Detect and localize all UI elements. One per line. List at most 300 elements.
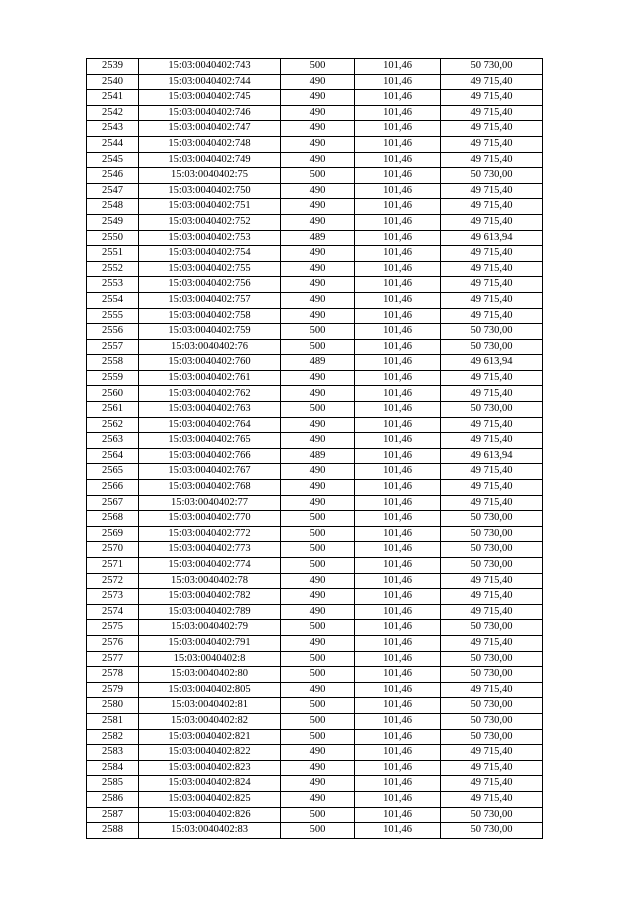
table-row [87, 635, 543, 651]
cadastral-number-cell: 15:03:0040402:76 [139, 339, 281, 355]
area-cell: 490 [281, 589, 355, 605]
unit-value-cell: 101,46 [355, 152, 441, 168]
unit-value-cell: 101,46 [355, 604, 441, 620]
table-row [87, 667, 543, 683]
row-number-cell: 2566 [87, 480, 139, 496]
area-cell: 500 [281, 339, 355, 355]
cadastral-number-cell: 15:03:0040402:749 [139, 152, 281, 168]
table-row [87, 760, 543, 776]
area-cell: 490 [281, 199, 355, 215]
unit-value-cell: 101,46 [355, 682, 441, 698]
table-row [87, 261, 543, 277]
cadastral-number-cell: 15:03:0040402:762 [139, 386, 281, 402]
table-row [87, 339, 543, 355]
unit-value-cell: 101,46 [355, 402, 441, 418]
area-cell: 500 [281, 698, 355, 714]
total-value-cell: 50 730,00 [441, 667, 543, 683]
area-cell: 500 [281, 168, 355, 184]
cadastral-number-cell: 15:03:0040402:825 [139, 791, 281, 807]
total-value-cell: 49 613,94 [441, 355, 543, 371]
table-row [87, 745, 543, 761]
table-row [87, 370, 543, 386]
row-number-cell: 2564 [87, 448, 139, 464]
row-number-cell: 2581 [87, 713, 139, 729]
table-row [87, 292, 543, 308]
area-cell: 500 [281, 558, 355, 574]
row-number-cell: 2584 [87, 760, 139, 776]
table-row [87, 183, 543, 199]
cadastral-number-cell: 15:03:0040402:824 [139, 776, 281, 792]
table-row [87, 168, 543, 184]
row-number-cell: 2548 [87, 199, 139, 215]
cadastral-number-cell: 15:03:0040402:791 [139, 635, 281, 651]
unit-value-cell: 101,46 [355, 183, 441, 199]
cadastral-number-cell: 15:03:0040402:759 [139, 324, 281, 340]
total-value-cell: 49 715,40 [441, 152, 543, 168]
total-value-cell: 49 715,40 [441, 589, 543, 605]
row-number-cell: 2549 [87, 214, 139, 230]
unit-value-cell: 101,46 [355, 199, 441, 215]
total-value-cell: 49 715,40 [441, 370, 543, 386]
cadastral-number-cell: 15:03:0040402:772 [139, 526, 281, 542]
row-number-cell: 2547 [87, 183, 139, 199]
cadastral-number-cell: 15:03:0040402:748 [139, 136, 281, 152]
unit-value-cell: 101,46 [355, 729, 441, 745]
table-row [87, 542, 543, 558]
area-cell: 490 [281, 292, 355, 308]
total-value-cell: 49 715,40 [441, 573, 543, 589]
row-number-cell: 2561 [87, 402, 139, 418]
table-row [87, 355, 543, 371]
table-row [87, 121, 543, 137]
cadastral-number-cell: 15:03:0040402:82 [139, 713, 281, 729]
total-value-cell: 49 715,40 [441, 480, 543, 496]
row-number-cell: 2578 [87, 667, 139, 683]
unit-value-cell: 101,46 [355, 74, 441, 90]
cadastral-number-cell: 15:03:0040402:822 [139, 745, 281, 761]
cadastral-number-cell: 15:03:0040402:757 [139, 292, 281, 308]
row-number-cell: 2562 [87, 417, 139, 433]
row-number-cell: 2545 [87, 152, 139, 168]
row-number-cell: 2588 [87, 823, 139, 839]
total-value-cell: 50 730,00 [441, 620, 543, 636]
area-cell: 490 [281, 121, 355, 137]
table-row [87, 464, 543, 480]
table-row [87, 807, 543, 823]
unit-value-cell: 101,46 [355, 308, 441, 324]
table-row [87, 152, 543, 168]
unit-value-cell: 101,46 [355, 464, 441, 480]
table-row [87, 74, 543, 90]
row-number-cell: 2552 [87, 261, 139, 277]
row-number-cell: 2580 [87, 698, 139, 714]
area-cell: 489 [281, 448, 355, 464]
unit-value-cell: 101,46 [355, 823, 441, 839]
area-cell: 490 [281, 214, 355, 230]
total-value-cell: 49 715,40 [441, 635, 543, 651]
row-number-cell: 2569 [87, 526, 139, 542]
area-cell: 489 [281, 355, 355, 371]
unit-value-cell: 101,46 [355, 589, 441, 605]
total-value-cell: 50 730,00 [441, 59, 543, 75]
unit-value-cell: 101,46 [355, 324, 441, 340]
area-cell: 490 [281, 682, 355, 698]
table-row [87, 776, 543, 792]
area-cell: 490 [281, 480, 355, 496]
row-number-cell: 2567 [87, 495, 139, 511]
row-number-cell: 2572 [87, 573, 139, 589]
row-number-cell: 2574 [87, 604, 139, 620]
area-cell: 490 [281, 136, 355, 152]
total-value-cell: 50 730,00 [441, 542, 543, 558]
total-value-cell: 50 730,00 [441, 511, 543, 527]
total-value-cell: 49 715,40 [441, 277, 543, 293]
table-row [87, 791, 543, 807]
total-value-cell: 49 715,40 [441, 682, 543, 698]
total-value-cell: 49 715,40 [441, 214, 543, 230]
area-cell: 490 [281, 261, 355, 277]
unit-value-cell: 101,46 [355, 791, 441, 807]
table-row [87, 495, 543, 511]
table-row [87, 59, 543, 75]
area-cell: 490 [281, 635, 355, 651]
cadastral-number-cell: 15:03:0040402:744 [139, 74, 281, 90]
unit-value-cell: 101,46 [355, 495, 441, 511]
unit-value-cell: 101,46 [355, 355, 441, 371]
total-value-cell: 49 715,40 [441, 136, 543, 152]
unit-value-cell: 101,46 [355, 121, 441, 137]
unit-value-cell: 101,46 [355, 168, 441, 184]
total-value-cell: 50 730,00 [441, 713, 543, 729]
table-row [87, 417, 543, 433]
total-value-cell: 50 730,00 [441, 807, 543, 823]
row-number-cell: 2586 [87, 791, 139, 807]
area-cell: 500 [281, 59, 355, 75]
unit-value-cell: 101,46 [355, 136, 441, 152]
table-row [87, 713, 543, 729]
area-cell: 500 [281, 667, 355, 683]
row-number-cell: 2544 [87, 136, 139, 152]
table-row [87, 589, 543, 605]
cadastral-number-cell: 15:03:0040402:758 [139, 308, 281, 324]
row-number-cell: 2558 [87, 355, 139, 371]
total-value-cell: 49 715,40 [441, 760, 543, 776]
table-row [87, 558, 543, 574]
total-value-cell: 49 715,40 [441, 464, 543, 480]
total-value-cell: 49 715,40 [441, 292, 543, 308]
area-cell: 500 [281, 511, 355, 527]
cadastral-number-cell: 15:03:0040402:755 [139, 261, 281, 277]
area-cell: 490 [281, 386, 355, 402]
area-cell: 490 [281, 90, 355, 106]
unit-value-cell: 101,46 [355, 511, 441, 527]
total-value-cell: 49 715,40 [441, 183, 543, 199]
table-row [87, 136, 543, 152]
table-row [87, 199, 543, 215]
total-value-cell: 49 715,40 [441, 386, 543, 402]
unit-value-cell: 101,46 [355, 480, 441, 496]
table-body [87, 59, 543, 839]
area-cell: 489 [281, 230, 355, 246]
row-number-cell: 2583 [87, 745, 139, 761]
area-cell: 490 [281, 464, 355, 480]
row-number-cell: 2543 [87, 121, 139, 137]
unit-value-cell: 101,46 [355, 651, 441, 667]
cadastral-number-cell: 15:03:0040402:79 [139, 620, 281, 636]
table-row [87, 230, 543, 246]
unit-value-cell: 101,46 [355, 698, 441, 714]
cadastral-number-cell: 15:03:0040402:77 [139, 495, 281, 511]
row-number-cell: 2559 [87, 370, 139, 386]
cadastral-number-cell: 15:03:0040402:78 [139, 573, 281, 589]
row-number-cell: 2557 [87, 339, 139, 355]
row-number-cell: 2579 [87, 682, 139, 698]
table-row [87, 448, 543, 464]
area-cell: 500 [281, 542, 355, 558]
area-cell: 490 [281, 152, 355, 168]
table-row [87, 604, 543, 620]
row-number-cell: 2539 [87, 59, 139, 75]
area-cell: 490 [281, 573, 355, 589]
cadastral-number-cell: 15:03:0040402:766 [139, 448, 281, 464]
area-cell: 490 [281, 745, 355, 761]
total-value-cell: 49 613,94 [441, 448, 543, 464]
cadastral-number-cell: 15:03:0040402:83 [139, 823, 281, 839]
cadastral-number-cell: 15:03:0040402:750 [139, 183, 281, 199]
table-row [87, 246, 543, 262]
total-value-cell: 49 715,40 [441, 105, 543, 121]
unit-value-cell: 101,46 [355, 713, 441, 729]
row-number-cell: 2570 [87, 542, 139, 558]
area-cell: 500 [281, 526, 355, 542]
row-number-cell: 2576 [87, 635, 139, 651]
table-row [87, 433, 543, 449]
total-value-cell: 49 715,40 [441, 776, 543, 792]
area-cell: 500 [281, 651, 355, 667]
table-row [87, 324, 543, 340]
table-row [87, 308, 543, 324]
area-cell: 490 [281, 74, 355, 90]
total-value-cell: 50 730,00 [441, 558, 543, 574]
area-cell: 490 [281, 495, 355, 511]
unit-value-cell: 101,46 [355, 386, 441, 402]
table-row [87, 526, 543, 542]
total-value-cell: 49 715,40 [441, 74, 543, 90]
cadastral-number-cell: 15:03:0040402:773 [139, 542, 281, 558]
row-number-cell: 2551 [87, 246, 139, 262]
table-row [87, 480, 543, 496]
cadastral-number-cell: 15:03:0040402:764 [139, 417, 281, 433]
unit-value-cell: 101,46 [355, 620, 441, 636]
row-number-cell: 2587 [87, 807, 139, 823]
table-row [87, 386, 543, 402]
table-row [87, 620, 543, 636]
unit-value-cell: 101,46 [355, 745, 441, 761]
area-cell: 500 [281, 823, 355, 839]
cadastral-number-cell: 15:03:0040402:743 [139, 59, 281, 75]
total-value-cell: 49 715,40 [441, 604, 543, 620]
area-cell: 500 [281, 807, 355, 823]
row-number-cell: 2565 [87, 464, 139, 480]
table-row [87, 402, 543, 418]
row-number-cell: 2568 [87, 511, 139, 527]
row-number-cell: 2582 [87, 729, 139, 745]
table-row [87, 823, 543, 839]
total-value-cell: 49 715,40 [441, 417, 543, 433]
area-cell: 500 [281, 324, 355, 340]
unit-value-cell: 101,46 [355, 526, 441, 542]
unit-value-cell: 101,46 [355, 635, 441, 651]
unit-value-cell: 101,46 [355, 339, 441, 355]
row-number-cell: 2573 [87, 589, 139, 605]
table-row [87, 277, 543, 293]
row-number-cell: 2542 [87, 105, 139, 121]
unit-value-cell: 101,46 [355, 370, 441, 386]
area-cell: 490 [281, 791, 355, 807]
cadastral-number-cell: 15:03:0040402:821 [139, 729, 281, 745]
unit-value-cell: 101,46 [355, 261, 441, 277]
unit-value-cell: 101,46 [355, 90, 441, 106]
cadastral-number-cell: 15:03:0040402:760 [139, 355, 281, 371]
total-value-cell: 50 730,00 [441, 339, 543, 355]
cadastral-number-cell: 15:03:0040402:80 [139, 667, 281, 683]
unit-value-cell: 101,46 [355, 214, 441, 230]
total-value-cell: 50 730,00 [441, 729, 543, 745]
cadastral-number-cell: 15:03:0040402:745 [139, 90, 281, 106]
unit-value-cell: 101,46 [355, 667, 441, 683]
area-cell: 490 [281, 277, 355, 293]
unit-value-cell: 101,46 [355, 573, 441, 589]
total-value-cell: 49 715,40 [441, 308, 543, 324]
cadastral-number-cell: 15:03:0040402:768 [139, 480, 281, 496]
row-number-cell: 2577 [87, 651, 139, 667]
row-number-cell: 2541 [87, 90, 139, 106]
area-cell: 490 [281, 183, 355, 199]
table-row [87, 105, 543, 121]
cadastral-number-cell: 15:03:0040402:746 [139, 105, 281, 121]
unit-value-cell: 101,46 [355, 230, 441, 246]
cadastral-number-cell: 15:03:0040402:805 [139, 682, 281, 698]
total-value-cell: 50 730,00 [441, 168, 543, 184]
cadastral-number-cell: 15:03:0040402:751 [139, 199, 281, 215]
unit-value-cell: 101,46 [355, 760, 441, 776]
row-number-cell: 2555 [87, 308, 139, 324]
total-value-cell: 49 715,40 [441, 261, 543, 277]
cadastral-number-cell: 15:03:0040402:823 [139, 760, 281, 776]
total-value-cell: 49 715,40 [441, 199, 543, 215]
cadastral-number-cell: 15:03:0040402:75 [139, 168, 281, 184]
unit-value-cell: 101,46 [355, 433, 441, 449]
cadastral-number-cell: 15:03:0040402:752 [139, 214, 281, 230]
unit-value-cell: 101,46 [355, 542, 441, 558]
total-value-cell: 49 613,94 [441, 230, 543, 246]
area-cell: 490 [281, 246, 355, 262]
row-number-cell: 2560 [87, 386, 139, 402]
total-value-cell: 49 715,40 [441, 791, 543, 807]
cadastral-number-cell: 15:03:0040402:763 [139, 402, 281, 418]
total-value-cell: 50 730,00 [441, 402, 543, 418]
unit-value-cell: 101,46 [355, 807, 441, 823]
area-cell: 500 [281, 620, 355, 636]
row-number-cell: 2553 [87, 277, 139, 293]
unit-value-cell: 101,46 [355, 292, 441, 308]
row-number-cell: 2540 [87, 74, 139, 90]
cadastral-number-cell: 15:03:0040402:8 [139, 651, 281, 667]
area-cell: 490 [281, 370, 355, 386]
area-cell: 490 [281, 760, 355, 776]
parcel-value-table [86, 58, 543, 839]
total-value-cell: 49 715,40 [441, 745, 543, 761]
total-value-cell: 50 730,00 [441, 651, 543, 667]
row-number-cell: 2546 [87, 168, 139, 184]
cadastral-number-cell: 15:03:0040402:754 [139, 246, 281, 262]
cadastral-number-cell: 15:03:0040402:770 [139, 511, 281, 527]
total-value-cell: 49 715,40 [441, 90, 543, 106]
cadastral-number-cell: 15:03:0040402:756 [139, 277, 281, 293]
row-number-cell: 2554 [87, 292, 139, 308]
unit-value-cell: 101,46 [355, 558, 441, 574]
total-value-cell: 49 715,40 [441, 433, 543, 449]
row-number-cell: 2563 [87, 433, 139, 449]
cadastral-number-cell: 15:03:0040402:789 [139, 604, 281, 620]
area-cell: 500 [281, 713, 355, 729]
unit-value-cell: 101,46 [355, 417, 441, 433]
table-row [87, 573, 543, 589]
unit-value-cell: 101,46 [355, 448, 441, 464]
table-row [87, 651, 543, 667]
area-cell: 490 [281, 417, 355, 433]
area-cell: 490 [281, 776, 355, 792]
total-value-cell: 49 715,40 [441, 121, 543, 137]
cadastral-number-cell: 15:03:0040402:765 [139, 433, 281, 449]
cadastral-number-cell: 15:03:0040402:826 [139, 807, 281, 823]
unit-value-cell: 101,46 [355, 776, 441, 792]
table-row [87, 698, 543, 714]
total-value-cell: 49 715,40 [441, 246, 543, 262]
unit-value-cell: 101,46 [355, 105, 441, 121]
cadastral-number-cell: 15:03:0040402:81 [139, 698, 281, 714]
total-value-cell: 50 730,00 [441, 324, 543, 340]
table-row [87, 511, 543, 527]
cadastral-number-cell: 15:03:0040402:782 [139, 589, 281, 605]
cadastral-number-cell: 15:03:0040402:761 [139, 370, 281, 386]
unit-value-cell: 101,46 [355, 246, 441, 262]
total-value-cell: 50 730,00 [441, 698, 543, 714]
table-row [87, 729, 543, 745]
total-value-cell: 50 730,00 [441, 526, 543, 542]
table-row [87, 214, 543, 230]
total-value-cell: 49 715,40 [441, 495, 543, 511]
row-number-cell: 2550 [87, 230, 139, 246]
area-cell: 490 [281, 433, 355, 449]
unit-value-cell: 101,46 [355, 59, 441, 75]
area-cell: 500 [281, 729, 355, 745]
area-cell: 490 [281, 308, 355, 324]
area-cell: 490 [281, 105, 355, 121]
row-number-cell: 2556 [87, 324, 139, 340]
cadastral-number-cell: 15:03:0040402:774 [139, 558, 281, 574]
area-cell: 490 [281, 604, 355, 620]
row-number-cell: 2571 [87, 558, 139, 574]
total-value-cell: 50 730,00 [441, 823, 543, 839]
cadastral-number-cell: 15:03:0040402:767 [139, 464, 281, 480]
cadastral-number-cell: 15:03:0040402:747 [139, 121, 281, 137]
unit-value-cell: 101,46 [355, 277, 441, 293]
row-number-cell: 2575 [87, 620, 139, 636]
table-row [87, 90, 543, 106]
area-cell: 500 [281, 402, 355, 418]
cadastral-number-cell: 15:03:0040402:753 [139, 230, 281, 246]
